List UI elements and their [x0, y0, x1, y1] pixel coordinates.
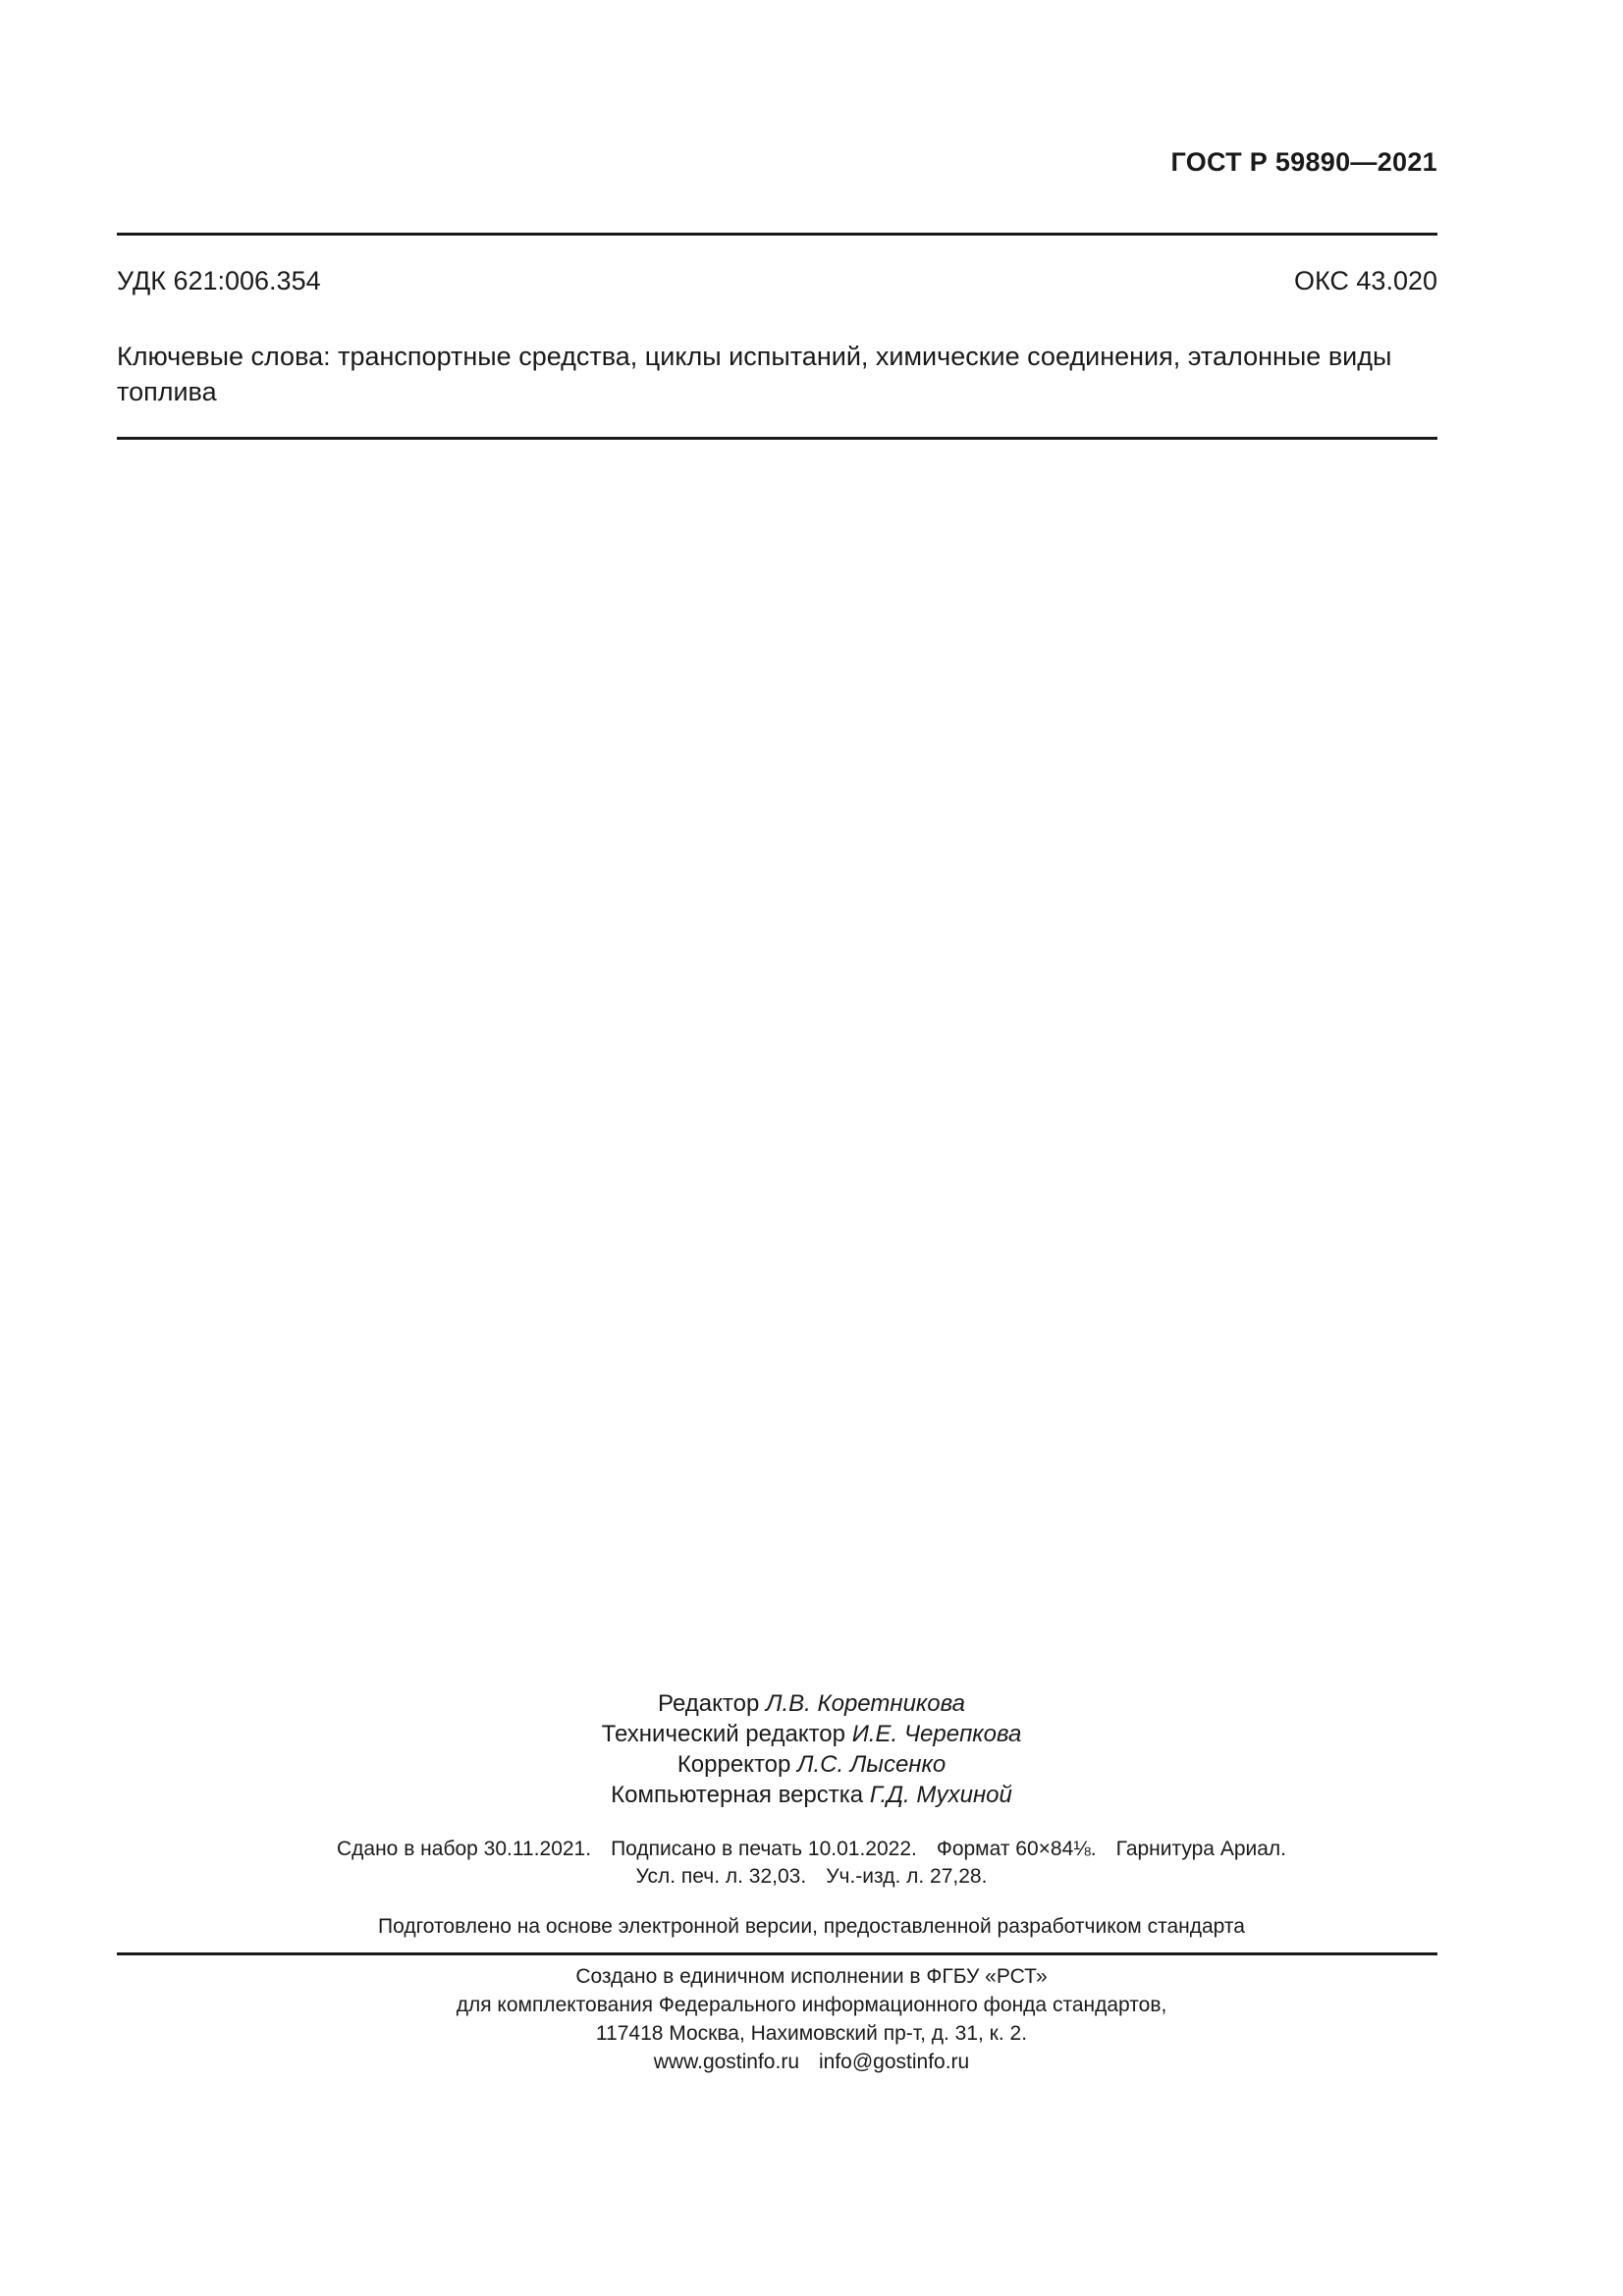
credit-role: Редактор: [658, 1690, 760, 1717]
credit-role: Компьютерная верстка: [611, 1782, 864, 1808]
credit-proofreader: [0, 1749, 1623, 1780]
credit-name: Л.В. Коретникова: [766, 1690, 965, 1717]
prepared-note: Подготовлено на основе электронной версии, предоставленной разработчиком стандарта: [378, 1915, 1245, 1938]
keywords-text: Ключевые слова: транспортные средства, циклы испытаний, химические соединения, эталонные виды топлива: [117, 342, 1392, 406]
standard-code: ГОСТ Р 59890—2021: [1170, 147, 1437, 177]
imprint-signed: Подписано в печать 10.01.2022.: [611, 1838, 917, 1860]
publisher-line-2: для комплектования Федерального информационного фонда стандартов,: [456, 1994, 1167, 2016]
imprint-format: Формат 60×84⅛.: [936, 1838, 1097, 1860]
top-divider: [117, 233, 1437, 236]
imprint-print-sheets: Усл. печ. л. 32,03.: [635, 1865, 807, 1888]
udk-code: УДК 621:006.354: [117, 266, 321, 295]
website-link[interactable]: www.gostinfo.ru: [653, 2051, 799, 2073]
email-link[interactable]: info@gostinfo.ru: [819, 2051, 970, 2073]
bottom-divider: [117, 1952, 1437, 1955]
credit-layout: [0, 1780, 1623, 1810]
credit-name: Л.С. Лысенко: [797, 1751, 947, 1778]
imprint-submitted: Сдано в набор 30.11.2021.: [336, 1838, 592, 1860]
imprint-line-1: [0, 1836, 1623, 1863]
imprint-typeface: Гарнитура Ариал.: [1115, 1838, 1286, 1860]
publisher-block: [0, 1962, 1623, 2076]
imprint-block: [0, 1836, 1623, 1891]
credit-role: Корректор: [676, 1751, 791, 1778]
credit-editor: [0, 1688, 1623, 1719]
keywords: [117, 339, 1437, 409]
credits-block: [0, 1688, 1623, 1810]
keywords-divider: [117, 437, 1437, 440]
imprint-publisher-sheets: Уч.-изд. л. 27,28.: [826, 1865, 988, 1888]
oks-code: ОКС 43.020: [1293, 266, 1437, 295]
credit-role: Технический редактор: [601, 1721, 846, 1747]
credit-name: Г.Д. Мухиной: [869, 1782, 1012, 1808]
credit-technical-editor: [0, 1719, 1623, 1749]
publisher-line-1: Создано в единичном исполнении в ФГБУ «РСТ»: [575, 1965, 1048, 1988]
publisher-address: 117418 Москва, Нахимовский пр-т, д. 31, к. 2.: [595, 2022, 1028, 2045]
imprint-line-2: [0, 1863, 1623, 1891]
credit-name: И.Е. Черепкова: [851, 1721, 1022, 1747]
publisher-contacts: [0, 2048, 1623, 2076]
